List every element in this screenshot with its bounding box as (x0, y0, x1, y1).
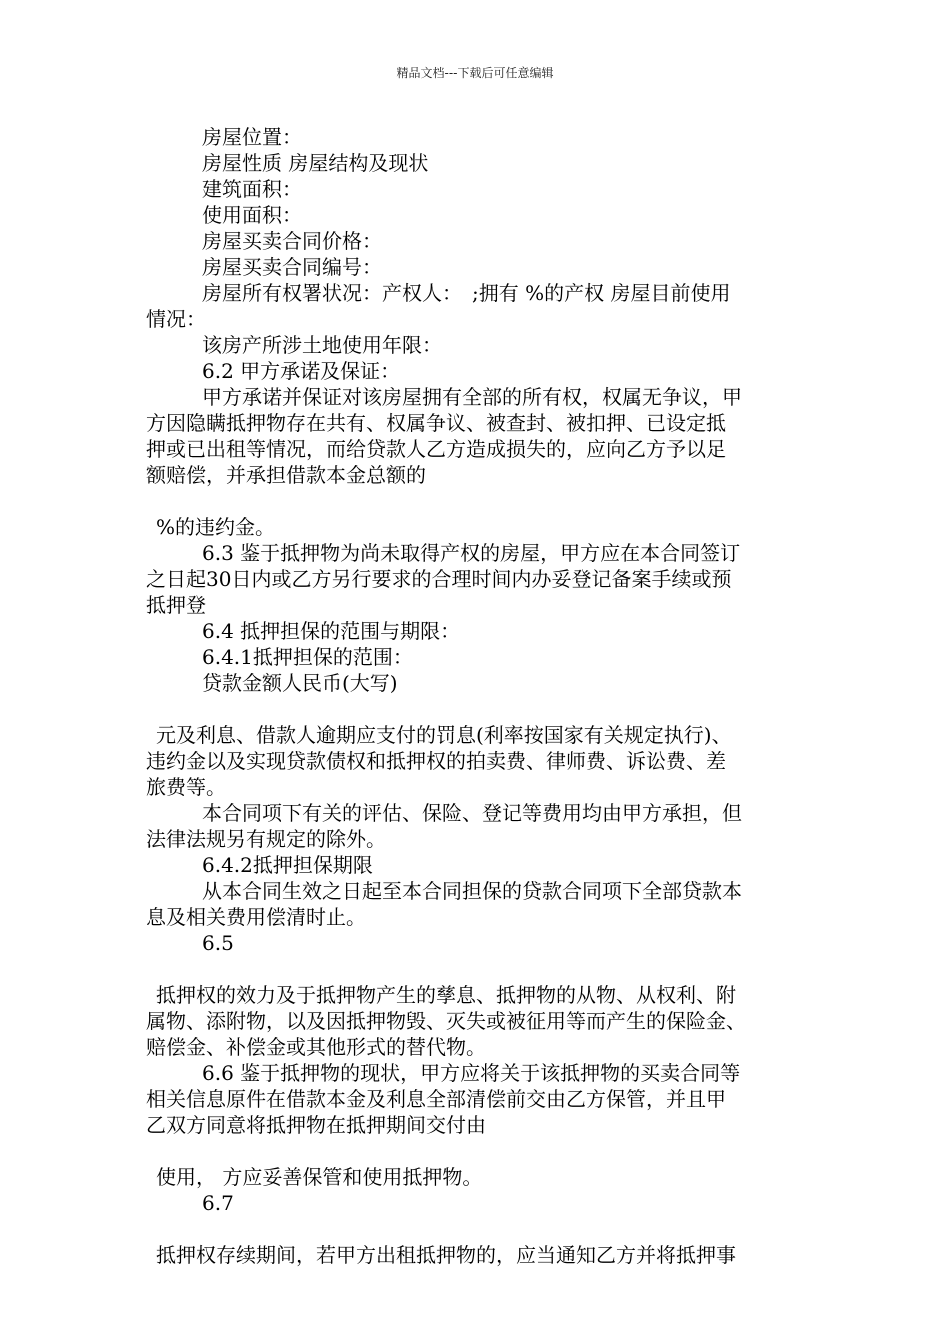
page-header: 精品文档---下载后可任意编辑 (396, 66, 554, 80)
document-line: %的违约金。 (156, 515, 276, 539)
document-line: 法律法规另有规定的除外。 (146, 827, 386, 851)
document-line: 抵押权的效力及于抵押物产生的孳息、抵押物的从物、从权利、附 (156, 983, 736, 1007)
document-line: 抵押权存续期间，若甲方出租抵押物的，应当通知乙方并将抵押事 (156, 1243, 736, 1267)
document-line: 建筑面积： (202, 177, 302, 201)
document-line: 6.7 (202, 1191, 234, 1215)
blank-line (146, 696, 814, 722)
blank-line (146, 1138, 814, 1164)
document-line: 6.4.1抵押担保的范围： (202, 645, 413, 669)
document-line: 6.2 甲方承诺及保证： (202, 359, 401, 383)
document-line: 赔偿金、补偿金或其他形式的替代物。 (146, 1035, 486, 1059)
document-line: 使用， 方应妥善保管和使用抵押物。 (156, 1165, 483, 1189)
document-line: 乙双方同意将抵押物在抵押期间交付由 (146, 1113, 486, 1137)
document-line: 方因隐瞒抵押物存在共有、权属争议、被查封、被扣押、已设定抵 (146, 411, 726, 435)
document-line: 6.4.2抵押担保期限 (202, 853, 373, 877)
document-line: 使用面积： (202, 203, 302, 227)
blank-line (146, 488, 814, 514)
document-line: 抵押登 (146, 593, 206, 617)
document-line: 情况： (146, 307, 206, 331)
document-line: 6.5 (202, 931, 234, 955)
document-line: 6.4 抵押担保的范围与期限： (202, 619, 461, 643)
document-line: 押或已出租等情况，而给贷款人乙方造成损失的，应向乙方予以足 (146, 437, 726, 461)
document-line: 元及利息、借款人逾期应支付的罚息(利率按国家有关规定执行)、 (156, 723, 732, 747)
document-line: 房屋性质 房屋结构及现状 (202, 151, 429, 175)
document-line: 违约金以及实现贷款债权和抵押权的拍卖费、律师费、诉讼费、差 (146, 749, 726, 773)
document-line: 房屋所有权署状况：产权人： ;拥有 %的产权 房屋目前使用 (202, 281, 731, 305)
blank-line (146, 1216, 814, 1242)
document-line: 6.3 鉴于抵押物为尚未取得产权的房屋，甲方应在本合同签订 (202, 541, 741, 565)
document-line: 该房产所涉土地使用年限： (202, 333, 442, 357)
document-line: 房屋买卖合同价格： (202, 229, 382, 253)
document-line: 房屋位置： (202, 125, 302, 149)
document-line: 相关信息原件在借款本金及利息全部清偿前交由乙方保管，并且甲 (146, 1087, 726, 1111)
document-line: 息及相关费用偿清时止。 (146, 905, 366, 929)
document-line: 从本合同生效之日起至本合同担保的贷款合同项下全部贷款本 (202, 879, 742, 903)
document-line: 本合同项下有关的评估、保险、登记等费用均由甲方承担，但 (202, 801, 742, 825)
blank-line (146, 956, 814, 982)
document-body (146, 124, 814, 1268)
document-line: 旅费等。 (146, 775, 226, 799)
document-line: 6.6 鉴于抵押物的现状，甲方应将关于该抵押物的买卖合同等 (202, 1061, 741, 1085)
document-line: 属物、添附物，以及因抵押物毁、灭失或被征用等而产生的保险金、 (146, 1009, 746, 1033)
document-line: 贷款金额人民币(大写) (202, 671, 398, 695)
document-line: 房屋买卖合同编号： (202, 255, 382, 279)
document-line: 之日起30日内或乙方另行要求的合理时间内办妥登记备案手续或预 (146, 567, 732, 591)
document-line: 额赔偿，并承担借款本金总额的 (146, 463, 426, 487)
document-line: 甲方承诺并保证对该房屋拥有全部的所有权，权属无争议，甲 (202, 385, 742, 409)
